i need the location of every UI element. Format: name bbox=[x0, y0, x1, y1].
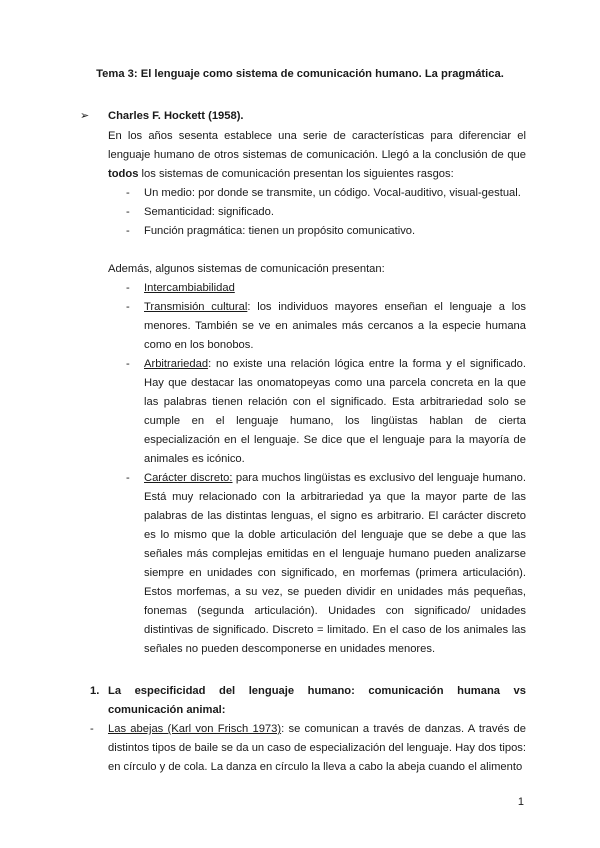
feature-term: Arbitrariedad bbox=[144, 358, 209, 370]
bees-term: Las abejas (Karl von Frisch 1973) bbox=[108, 723, 282, 735]
feature-item bbox=[144, 279, 526, 298]
list-dash: - bbox=[126, 206, 130, 218]
list-dash: - bbox=[126, 358, 130, 370]
hockett-intro-paragraph bbox=[108, 127, 526, 184]
bees-paragraph bbox=[108, 720, 526, 777]
feature-text: para muchos lingüistas es exclusivo del lenguaje humano. Está muy relacionado con la arbitrariedad ya que la mayor parte de las palabras de las distintas lenguas, el signo es arbitrario. El carácter discreto es lo mismo que la doble articulación del lenguaje que se debe a que las señales más complejas emitidas en el lenguaje humano pueden analizarse siempre en unidades con significado, en morfemas (primera articulación). Estos morfemas, a su vez, se pueden dividir en unidades más pequeñas, fonemas (segunda articulación). Unidades con significado/ unidades distintivas de significado. Discreto = limitado. En el caso de los animales las señales no pueden descomponerse en unidades menores. bbox=[144, 472, 526, 655]
list-dash: - bbox=[126, 225, 130, 237]
document-title: Tema 3: El lenguaje como sistema de comunicación humano. La pragmática. bbox=[96, 68, 504, 80]
trait-item: Un medio: por donde se transmite, un código. Vocal-auditivo, visual-gestual. bbox=[144, 187, 521, 199]
bees-text: : se comunican a través de danzas. A través de distintos tipos de baile se da un caso de especialización del lenguaje. Hay dos tipos: en círculo y de cola. La danza en círculo la lleva a cabo la abeja cuando el alimento bbox=[108, 723, 527, 773]
feature-text: : no existe una relación lógica entre la forma y el significado. Hay que destacar las onomatopeyas como una parcela concreta en la que las palabras tienen relación con el significado. Esta arbitrariedad solo se cumple en el lenguaje humano, los lingüistas hablan de cierta especialización en el lenguaje. Se dice que el lenguaje para la mayoría de animales es icónico. bbox=[144, 358, 526, 465]
feature-term: Intercambiabilidad bbox=[144, 282, 235, 294]
feature-term: Transmisión cultural bbox=[144, 301, 248, 313]
arrow-bullet-icon: ➢ bbox=[80, 110, 90, 122]
list-dash: - bbox=[126, 282, 130, 294]
feature-item bbox=[144, 469, 526, 659]
feature-item bbox=[144, 355, 526, 469]
additional-features-intro: Además, algunos sistemas de comunicación presentan: bbox=[108, 263, 385, 275]
feature-term: Carácter discreto: bbox=[144, 472, 233, 484]
list-dash: - bbox=[126, 301, 130, 313]
intro-text-b: los sistemas de comunicación presentan los siguientes rasgos: bbox=[138, 168, 454, 180]
intro-bold-todos: todos bbox=[108, 168, 139, 180]
page-number: 1 bbox=[517, 796, 524, 808]
list-dash: - bbox=[126, 187, 130, 199]
feature-item bbox=[144, 298, 526, 355]
intro-text-a: En los años sesenta establece una serie de características para diferenciar el lenguaje humano de otros sistemas de comunicación. Llegó a la conclusión de que bbox=[108, 130, 526, 161]
list-dash: - bbox=[126, 472, 130, 484]
section-heading-hockett: Charles F. Hockett (1958). bbox=[108, 110, 244, 122]
list-dash: - bbox=[90, 723, 94, 735]
feature-text: : los individuos mayores enseñan el lenguaje a los menores. También se ve en animales más cercanos a la especie humana como en los bonobos. bbox=[144, 301, 526, 351]
section-number: 1. bbox=[90, 685, 100, 697]
trait-item: Función pragmática: tienen un propósito comunicativo. bbox=[144, 225, 416, 237]
section-heading-specificity: La especificidad del lenguaje humano: comunicación humana vs comunicación animal: bbox=[108, 685, 526, 716]
trait-item: Semanticidad: significado. bbox=[144, 206, 274, 218]
